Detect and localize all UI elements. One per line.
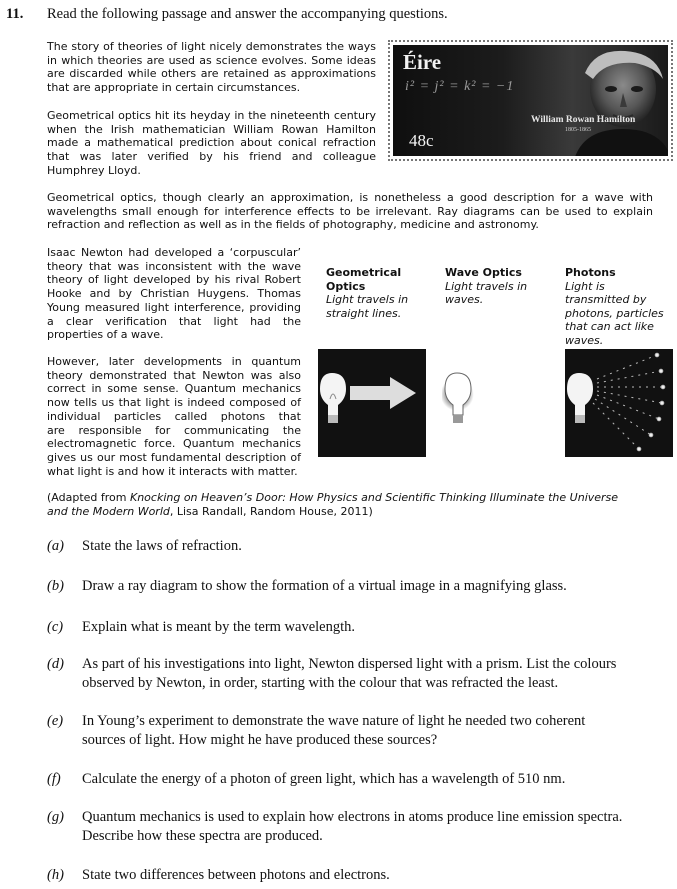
hamilton-portrait-icon <box>565 45 668 156</box>
part-text: Explain what is meant by the term wavelength. <box>82 619 356 635</box>
stamp-artwork <box>393 45 668 156</box>
question-title: Read the following passage and answer the accompanying questions. <box>47 6 448 22</box>
passage-line: Geometrical optics hit its heyday in the nineteenth century <box>47 109 376 122</box>
passage-line: Young measured light interference, providing <box>47 300 301 314</box>
passage-line: Humphrey Lloyd. <box>47 163 141 177</box>
panel-description: transmitted by <box>565 293 647 306</box>
part-label: (e) <box>47 713 64 729</box>
passage-line: that are appropriate in certain circumstances. <box>47 81 301 95</box>
stamp-value: 48c <box>409 131 434 150</box>
passage-line: theory demonstrated that Newton was also <box>47 368 301 382</box>
source-suffix: , Lisa Randall, Random House, 2011) <box>169 504 373 518</box>
passage-line: Geometrical optics, though clearly an approximation, is nonetheless a good description for a wave with <box>47 191 653 204</box>
panel-wave-optics-header <box>445 266 555 307</box>
passage-line: when the Irish mathematician William Rowan Hamilton <box>47 122 376 136</box>
passage-line: Isaac Newton had developed a ‘corpuscular’ <box>47 246 301 259</box>
passage-line: now tells us that light is indeed composed of <box>47 396 301 410</box>
panel-description: Light travels in <box>326 293 409 306</box>
panel-description: photons, particles <box>565 306 664 320</box>
part-label: (d) <box>47 656 64 672</box>
passage-line: that was later verified by his friend and colleague <box>47 150 376 164</box>
passage-line: theory of light developed by his rival Robert <box>47 273 301 287</box>
part-text: Draw a ray diagram to show the formation of a virtual image in a magnifying glass. <box>82 578 567 594</box>
passage-line: in which theories are used as science evolves. Some ideas <box>47 53 376 67</box>
passage-line: correct in some sense. Quantum mechanics <box>47 382 301 396</box>
passage-line: electromagnetic force. Quantum mechanics <box>47 437 301 451</box>
part-label: (c) <box>47 619 64 635</box>
stamp-formula: i² = j² = k² = −1 <box>405 79 515 94</box>
panel-description: straight lines. <box>326 306 402 320</box>
source-book-title-continued: and the Modern World <box>47 504 170 518</box>
passage-line: Hooke and by Christian Huygens. Thomas <box>47 287 301 301</box>
passage-line: made a mathematical prediction about conical refraction <box>47 136 376 150</box>
passage-paragraph-1 <box>47 40 376 95</box>
panel-title: Photons <box>565 266 616 279</box>
photons-illustration <box>565 349 673 457</box>
part-text: As part of his investigations into light, Newton dispersed light with a prism. List the colours <box>82 656 617 672</box>
panel-geometrical-optics-header <box>326 266 436 320</box>
passage-line: properties of a wave. <box>47 328 164 342</box>
panel-title: Optics <box>326 279 366 293</box>
part-label: (g) <box>47 809 64 825</box>
passage-line: refraction and reflection as well as in the fields of photography, medicine and astronomy. <box>47 218 539 232</box>
part-label: (a) <box>47 538 64 554</box>
panel-title: Wave Optics <box>445 266 522 279</box>
passage-line: individual particles called photons that <box>47 409 301 423</box>
geometrical-optics-illustration <box>318 349 426 457</box>
part-text: Calculate the energy of a photon of green light, which has a wavelength of 510 nm. <box>82 771 566 787</box>
part-text: Describe how these spectra are produced. <box>82 828 323 844</box>
part-text: State two differences between photons and electrons. <box>82 867 390 883</box>
part-text: State the laws of refraction. <box>82 538 242 554</box>
passage-paragraph-2 <box>47 109 376 178</box>
passage-paragraph-3 <box>47 191 653 232</box>
part-text: In Young’s experiment to demonstrate the wave nature of light he needed two coherent <box>82 713 586 729</box>
passage-line: a clear verification that light had the <box>47 314 301 328</box>
passage-line: theory that was inconsistent with the wave <box>47 259 301 273</box>
passage-line: The story of theories of light nicely demonstrates the ways <box>47 40 376 53</box>
passage-line: are discarded while others are retained as approximations <box>47 67 376 81</box>
panel-description: Light travels in <box>445 279 528 293</box>
passage-line: gives us our most fundamental description of <box>47 450 301 464</box>
stamp-country: Éire <box>403 50 442 74</box>
part-text: Quantum mechanics is used to explain how electrons in atoms produce line emission spectra. <box>82 809 623 825</box>
source-book-title: Knocking on Heaven’s Door: How Physics and Scientific Thinking Illuminate the Universe <box>129 491 619 504</box>
panel-description: Light is <box>565 279 605 293</box>
panel-description: that can act like <box>565 320 654 333</box>
panel-description: waves. <box>445 293 484 306</box>
passage-line: wavelengths small enough for interference effects to be irrelevant. Ray diagrams can be used to explain <box>47 204 653 218</box>
part-text: sources of light. How might he have produced these sources? <box>82 732 438 748</box>
passage-paragraph-4 <box>47 246 301 342</box>
panel-description: waves. <box>565 333 604 347</box>
part-label: (h) <box>47 867 64 883</box>
passage-line: what light is and how it interacts with matter. <box>47 464 298 478</box>
question-number: 11. <box>6 6 24 22</box>
hamilton-stamp <box>388 40 673 161</box>
panel-photons-header <box>565 266 673 347</box>
passage-paragraph-5 <box>47 355 301 478</box>
light-theories-figure <box>318 262 673 458</box>
wave-optics-illustration <box>442 349 550 457</box>
stamp-years: 1805-1865 <box>565 127 591 133</box>
part-label: (b) <box>47 578 64 594</box>
source-citation <box>47 491 618 518</box>
passage-line: are responsible for communicating the <box>47 423 301 437</box>
stamp-person-name: William Rowan Hamilton <box>531 115 636 125</box>
passage-line: However, later developments in quantum <box>47 355 301 368</box>
source-prefix: (Adapted from <box>47 491 130 504</box>
panel-title: Geometrical <box>326 266 402 279</box>
part-text: observed by Newton, in order, starting with the colour that was refracted the least. <box>82 675 559 691</box>
part-label: (f) <box>47 771 61 787</box>
